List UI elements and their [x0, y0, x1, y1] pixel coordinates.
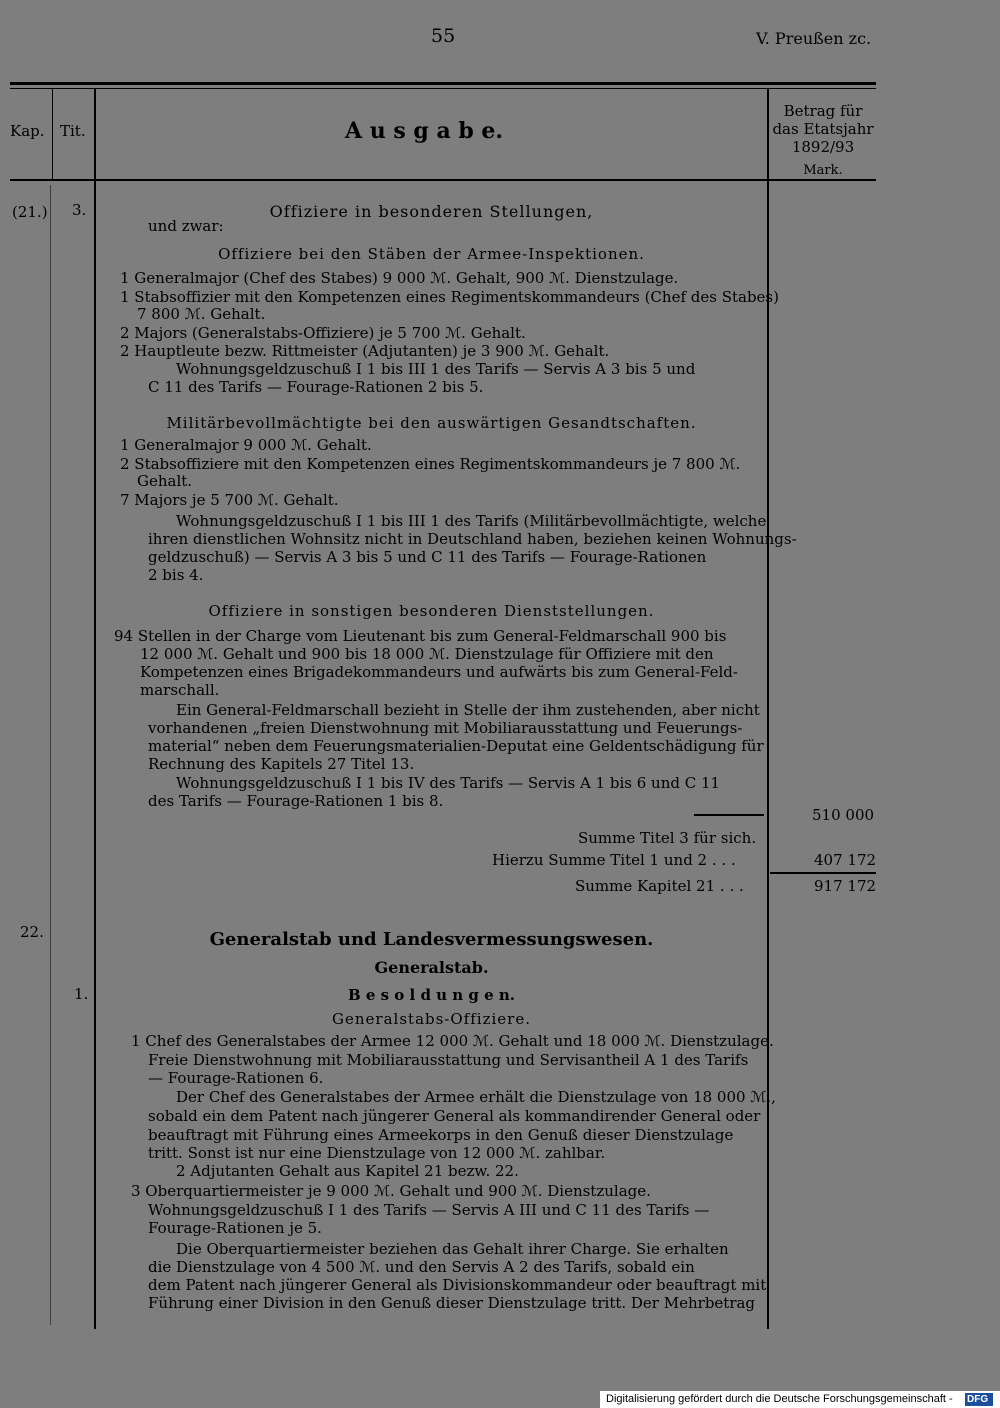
- line-q3d: Führung einer Division in den Genuß dieser Dienstzulage tritt. Der Mehrbetrag: [148, 1294, 756, 1312]
- subheading-sonstige: Offiziere in sonstigen besonderen Dienststellungen.: [208, 602, 655, 620]
- line-m4b: ihren dienstlichen Wohnsitz nicht in Deutschland haben, beziehen keinen Wohnungs-: [148, 530, 797, 548]
- col-header-betrag-3: 1892/93: [791, 138, 855, 156]
- hierzu-summe: Hierzu Summe Titel 1 und 2 . . .: [492, 851, 736, 869]
- tit-3: 3.: [72, 201, 87, 219]
- line-c1c: — Fourage-Rationen 6.: [148, 1069, 324, 1087]
- subheading-staebe: Offiziere bei den Stäben der Armee-Inspektionen.: [218, 245, 645, 263]
- amount-kapitel-21: 917 172: [814, 877, 877, 895]
- subheading-militaerbevollmaechtigte: Militärbevollmächtigte bei den auswärtigen Gesandtschaften.: [166, 414, 697, 432]
- line-c2b: sobald ein dem Patent nach jüngerer General als kommandirender General oder: [148, 1107, 761, 1125]
- line-q2a: Wohnungsgeldzuschuß I 1 des Tarifs — Servis A III und C 11 des Tarifs —: [148, 1201, 710, 1219]
- summe-titel-3: Summe Titel 3 für sich.: [578, 829, 757, 847]
- line-q3b: die Dienstzulage von 4 500 ℳ. und den Servis A 2 des Tarifs, sobald ein: [148, 1258, 695, 1276]
- line-stabsoffizier-b: 7 800 ℳ. Gehalt.: [137, 305, 266, 323]
- line-o2a: Ein General-Feldmarschall bezieht in Stelle der ihm zustehenden, aber nicht: [176, 701, 760, 719]
- col-header-betrag-2: das Etatsjahr: [772, 120, 874, 138]
- line-c3: 2 Adjutanten Gehalt aus Kapitel 21 bezw. 22.: [176, 1162, 519, 1180]
- line-stabsoffizier-a: 1 Stabsoffizier mit den Kompetenzen eines Regimentskommandeurs (Chef des Stabes): [120, 288, 779, 306]
- subheading-generalstab: Generalstab.: [374, 958, 489, 977]
- col-header-mark: Mark.: [803, 163, 843, 178]
- line-o3b: des Tarifs — Fourage-Rationen 1 bis 8.: [148, 792, 444, 810]
- sum-rule-1: [694, 814, 764, 816]
- line-m2b: Gehalt.: [137, 472, 193, 490]
- footer-credit: Digitalisierung gefördert durch die Deutsche Forschungsgemeinschaft -: [606, 1393, 953, 1405]
- line-o2c: material“ neben dem Feuerungsmaterialien-Deputat eine Geldentschädigung für: [148, 737, 764, 755]
- page-number: 55: [431, 25, 456, 47]
- dfg-logo-text: DFG: [967, 1394, 989, 1405]
- line-m2a: 2 Stabsoffiziere mit den Kompetenzen eines Regimentskommandeurs je 7 800 ℳ.: [120, 455, 741, 473]
- line-hauptleute: 2 Hauptleute bezw. Rittmeister (Adjutanten) je 3 900 ℳ. Gehalt.: [120, 342, 610, 360]
- subheading-generalstabs-offiziere: Generalstabs-Offiziere.: [332, 1010, 531, 1028]
- header-bottom-rule: [10, 179, 876, 181]
- amount-hierzu: 407 172: [814, 851, 877, 869]
- tit-1: 1.: [74, 985, 89, 1003]
- line-c1b: Freie Dienstwohnung mit Mobiliarausstattung und Servisantheil A 1 des Tarifs: [148, 1051, 749, 1069]
- top-rule-thin: [10, 88, 876, 89]
- kap-22: 22.: [20, 923, 44, 941]
- line-majors: 2 Majors (Generalstabs-Offiziere) je 5 700 ℳ. Gehalt.: [120, 324, 526, 342]
- line-o1a: 94 Stellen in der Charge vom Lieutenant bis zum General-Feldmarschall 900 bis: [114, 627, 727, 645]
- line-m1: 1 Generalmajor 9 000 ℳ. Gehalt.: [120, 436, 372, 454]
- line-o2d: Rechnung des Kapitels 27 Titel 13.: [148, 755, 415, 773]
- col-header-kap: Kap.: [10, 122, 45, 140]
- line-o1b: 12 000 ℳ. Gehalt und 900 bis 18 000 ℳ. Dienstzulage für Offiziere mit den: [140, 645, 714, 663]
- col-header-title: A u s g a b e.: [345, 118, 504, 144]
- line-m4d: 2 bis 4.: [148, 566, 204, 584]
- line-q3a: Die Oberquartiermeister beziehen das Gehalt ihrer Charge. Sie erhalten: [176, 1240, 729, 1258]
- line-generalmajor: 1 Generalmajor (Chef des Stabes) 9 000 ℳ. Gehalt, 900 ℳ. Dienstzulage.: [120, 269, 679, 287]
- line-c2c: beauftragt mit Führung eines Armeekorps in den Genuß dieser Dienstzulage: [148, 1126, 734, 1144]
- line-c2d: tritt. Sonst ist nur eine Dienstzulage von 12 000 ℳ. zahlbar.: [148, 1144, 606, 1162]
- subheading-besoldungen: B e s o l d u n g e n.: [347, 986, 516, 1004]
- line-wohnung-a: Wohnungsgeldzuschuß I 1 bis III 1 des Tarifs — Servis A 3 bis 5 und: [176, 360, 696, 378]
- line-m4c: geldzuschuß) — Servis A 3 bis 5 und C 11 des Tarifs — Fourage-Rationen: [148, 548, 707, 566]
- col-rule-tit: [94, 89, 96, 1329]
- line-q1: 3 Oberquartiermeister je 9 000 ℳ. Gehalt und 900 ℳ. Dienstzulage.: [131, 1182, 651, 1200]
- running-head: V. Preußen zc.: [756, 29, 872, 48]
- line-o2b: vorhandenen „freien Dienstwohnung mit Mobiliarausstattung und Feuerungs-: [148, 719, 743, 737]
- line-m3: 7 Majors je 5 700 ℳ. Gehalt.: [120, 491, 339, 509]
- line-q3c: dem Patent nach jüngerer General als Divisionskommandeur oder beauftragt mit: [148, 1276, 767, 1294]
- sum-rule-2: [770, 872, 876, 874]
- amount-titel-3: 510 000: [812, 806, 875, 824]
- col-rule-kap: [52, 89, 53, 179]
- line-c1a: 1 Chef des Generalstabes der Armee 12 000 ℳ. Gehalt und 18 000 ℳ. Dienstzulage.: [131, 1032, 774, 1050]
- line-o1d: marschall.: [140, 681, 220, 699]
- line-m4a: Wohnungsgeldzuschuß I 1 bis III 1 des Tarifs (Militärbevollmächtigte, welche: [176, 512, 767, 530]
- line-o3a: Wohnungsgeldzuschuß I 1 bis IV des Tarifs — Servis A 1 bis 6 und C 11: [176, 774, 721, 792]
- line-o1c: Kompetenzen eines Brigadekommandeurs und aufwärts bis zum General-Feld-: [140, 663, 738, 681]
- summe-kapitel-21: Summe Kapitel 21 . . .: [575, 877, 744, 895]
- col-rule-amount: [767, 89, 769, 1329]
- top-rule-thick: [10, 82, 876, 85]
- line-q2b: Fourage-Rationen je 5.: [148, 1219, 322, 1237]
- col-header-betrag-1: Betrag für: [783, 102, 863, 120]
- line-wohnung-b: C 11 des Tarifs — Fourage-Rationen 2 bis 5.: [148, 378, 484, 396]
- heading-offiziere-besondere: Offiziere in besonderen Stellungen,: [269, 202, 594, 221]
- col-header-tit: Tit.: [60, 122, 86, 140]
- heading-generalstab-landesvermessung: Generalstab und Landesvermessungswesen.: [209, 929, 654, 950]
- und-zwar: und zwar:: [148, 217, 224, 235]
- col-rule-kap-dashed: [50, 185, 51, 1325]
- kap-21: (21.): [12, 203, 48, 221]
- line-c2a: Der Chef des Generalstabes der Armee erhält die Dienstzulage von 18 000 ℳ.,: [176, 1088, 776, 1106]
